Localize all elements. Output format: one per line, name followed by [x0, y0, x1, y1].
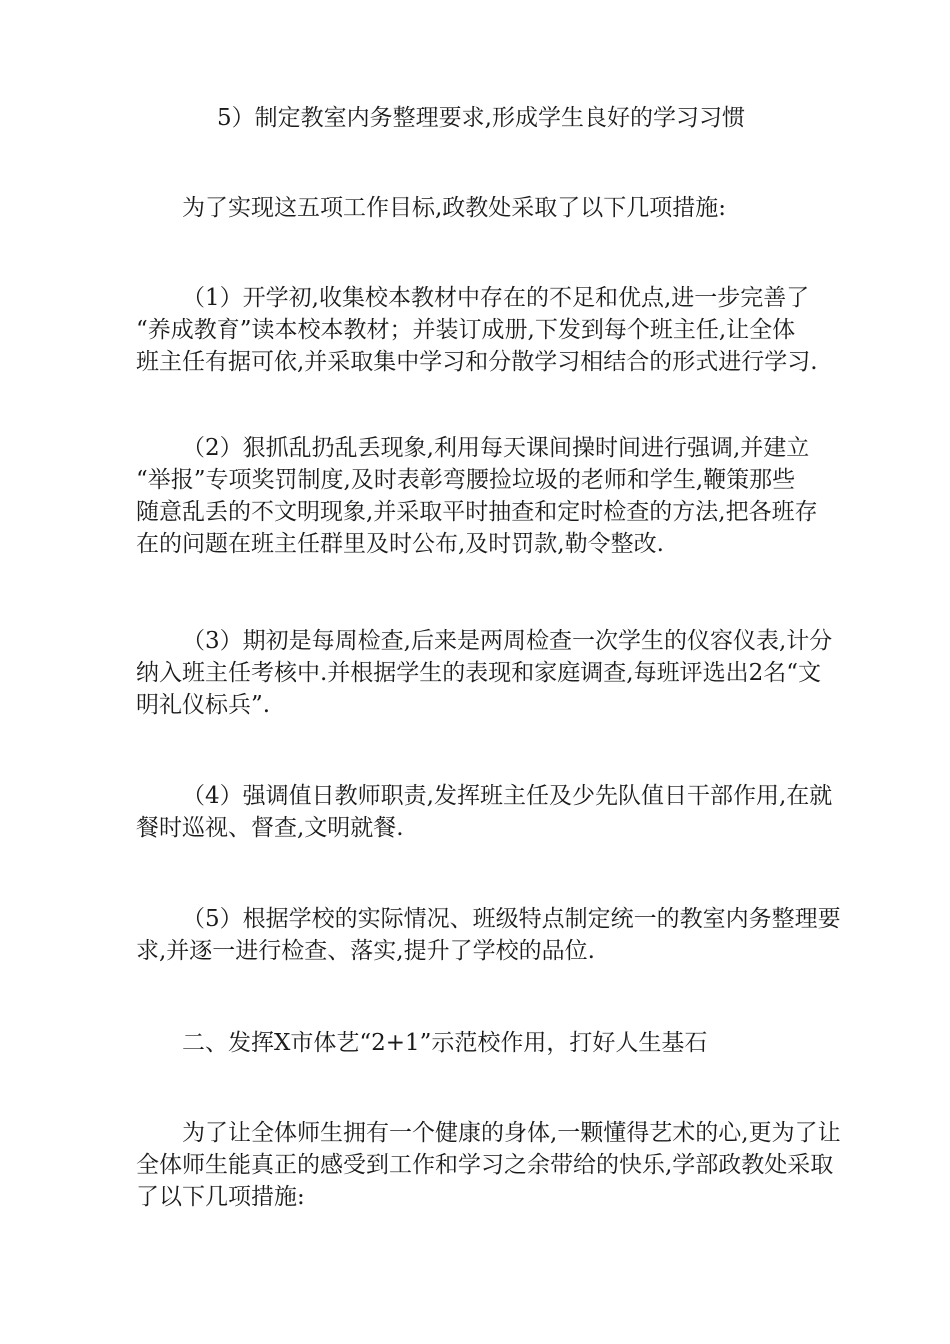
paragraph-line: （2）狠抓乱扔乱丢现象,利用每天课间操时间进行强调,并建立	[182, 435, 810, 461]
measure-3-paragraph	[136, 625, 833, 721]
section-heading-text: 二、发挥X市体艺“2+1”示范校作用，打好人生基石	[182, 1030, 708, 1056]
measure-1-paragraph	[136, 282, 826, 378]
paragraph-line: 了以下几项措施:	[136, 1184, 305, 1210]
measure-5-paragraph	[136, 903, 841, 967]
paragraph-line: 班主任有据可依,并采取集中学习和分散学习相结合的形式进行学习.	[136, 349, 818, 375]
paragraph-line: 纳入班主任考核中.并根据学生的表现和家庭调查,每班评选出2名“文	[136, 660, 822, 686]
paragraph-line: 全体师生能真正的感受到工作和学习之余带给的快乐,学部政教处采取	[136, 1152, 834, 1178]
paragraph-line: （3）期初是每周检查,后来是两周检查一次学生的仪容仪表,计分	[182, 628, 833, 654]
paragraph-line: “养成教育”读本校本教材；并装订成册,下发到每个班主任,让全体	[136, 317, 796, 343]
measure-2-paragraph	[136, 432, 826, 560]
paragraph-line: “举报”专项奖罚制度,及时表彰弯腰捡垃圾的老师和学生,鞭策那些	[136, 467, 796, 493]
paragraph-line: 明礼仪标兵”.	[136, 692, 271, 718]
paragraph-line: 在的问题在班主任群里及时公布,及时罚款,勒令整改.	[136, 531, 664, 557]
paragraph-line: （1）开学初,收集校本教材中存在的不足和优点,进一步完善了	[182, 285, 810, 311]
paragraph-line: 为了让全体师生拥有一个健康的身体,一颗懂得艺术的心,更为了让	[182, 1120, 841, 1146]
section-intro-paragraph	[136, 1117, 841, 1213]
paragraph-line: （4）强调值日教师职责,发挥班主任及少先队值日干部作用,在就	[182, 783, 833, 809]
paragraph-line: 随意乱丢的不文明现象,并采取平时抽查和定时检查的方法,把各班存	[136, 499, 818, 525]
intro-paragraph	[136, 192, 826, 224]
measure-4-paragraph	[136, 780, 833, 844]
paragraph-line: 为了实现这五项工作目标,政教处采取了以下几项措施:	[182, 195, 727, 221]
section-heading	[136, 1027, 826, 1059]
paragraph-line: 餐时巡视、督查,文明就餐.	[136, 815, 404, 841]
paragraph-line: 求,并逐一进行检查、落实,提升了学校的品位.	[136, 938, 595, 964]
heading-item-5: 5）制定教室内务整理要求,形成学生良好的学习习惯	[217, 105, 745, 131]
paragraph-line: （5）根据学校的实际情况、班级特点制定统一的教室内务整理要	[182, 906, 841, 932]
